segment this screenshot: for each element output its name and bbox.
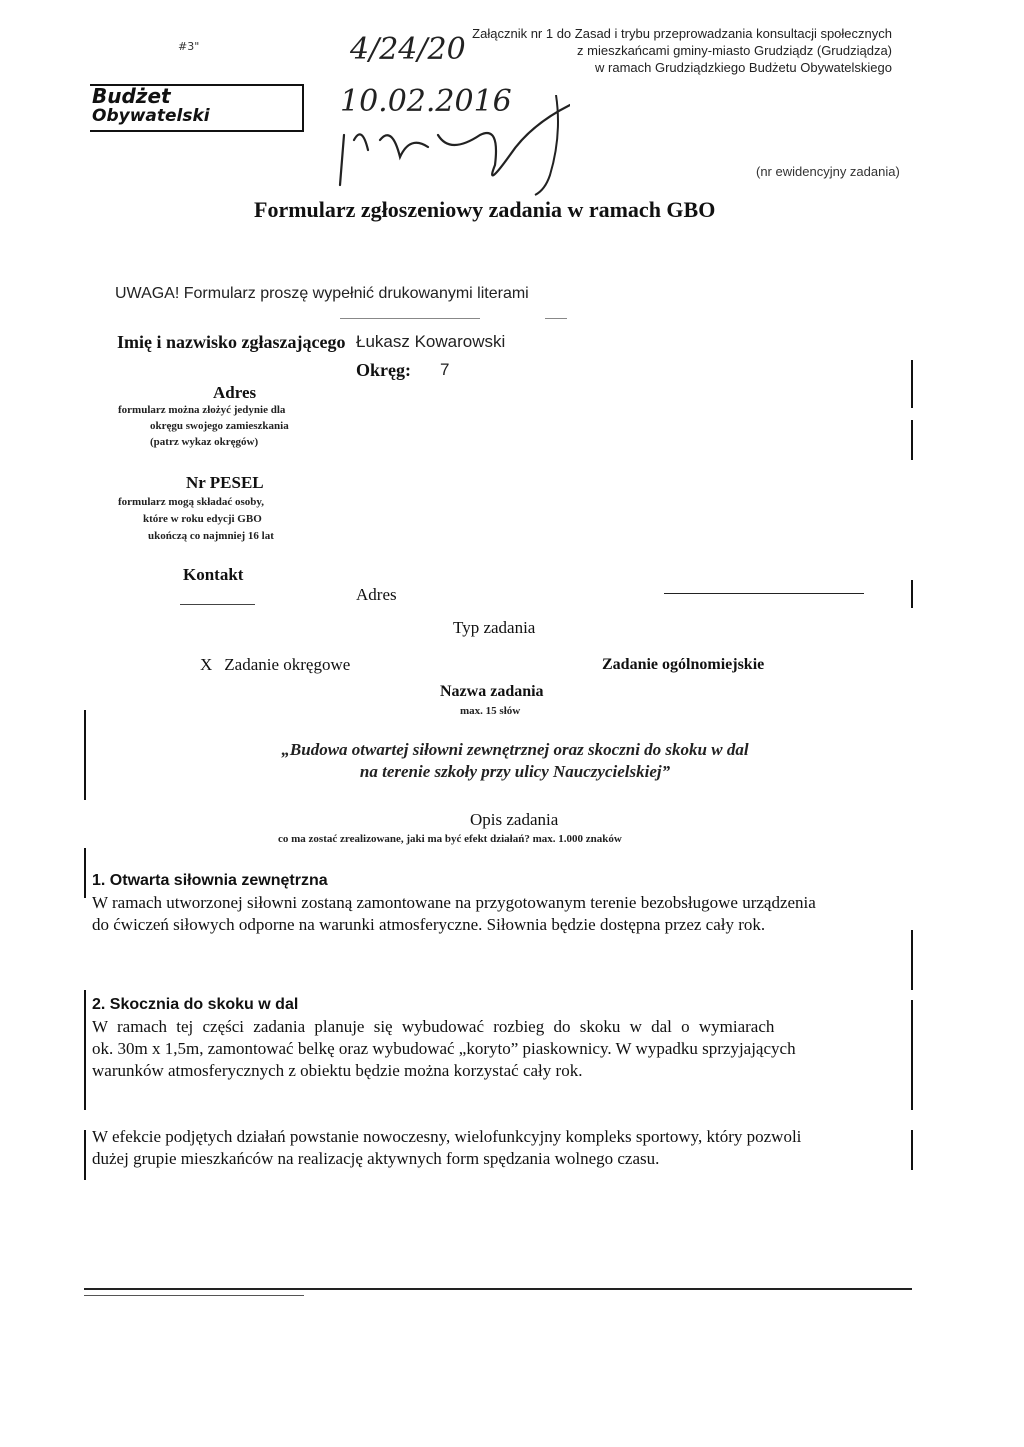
divider (545, 318, 567, 319)
field-border (911, 1130, 913, 1170)
task-name-line: „Budowa otwartej siłowni zewnętrznej oraz skoczni do skoku w dal (281, 740, 749, 759)
handwritten-date: 10.02.2016 (340, 84, 512, 119)
field-border (84, 1130, 86, 1180)
evidence-number-label: (nr ewidencyjny zadania) (756, 164, 900, 179)
address-label: Adres (213, 383, 257, 402)
annex-line: Załącznik nr 1 do Zasad i trybu przeprowadzania konsultacji społecznych (472, 26, 892, 41)
field-border (84, 710, 86, 800)
field-border (911, 420, 913, 460)
address-note: formularz można złożyć jedynie dla (118, 404, 286, 416)
logo-line-2: Obywatelski (92, 106, 210, 126)
form-title: Formularz zgłoszeniowy zadania w ramach GBO (254, 197, 716, 222)
district-label: Okręg: (356, 360, 411, 380)
annex-line: w ramach Grudziądzkiego Budżetu Obywatelskiego (595, 60, 892, 75)
annex-line: z mieszkańcami gminy-miasto Grudziądz (Grudziądza) (577, 43, 892, 58)
pesel-label: Nr PESEL (186, 473, 264, 492)
section-2-line: ok. 30m x 1,5m, zamontować belkę oraz wybudować „koryto” piaskownicy. W wypadku sprzyjających (92, 1039, 796, 1058)
description-summary (92, 1126, 801, 1170)
handwritten-number: 4/24/20 (350, 32, 466, 67)
section-2-line: warunków atmosferycznych z obiektu będzie można korzystać cały rok. (92, 1061, 583, 1080)
task-type-city-option[interactable] (602, 656, 764, 674)
task-name-label: Nazwa zadania (440, 683, 544, 700)
contact-address-label: Adres (356, 585, 397, 604)
field-border (84, 848, 86, 898)
pesel-note: ukończą co najmniej 16 lat (148, 530, 274, 542)
divider (664, 593, 864, 594)
field-border (911, 360, 913, 408)
district-field[interactable]: 7 (440, 360, 450, 379)
task-type-district-option[interactable] (200, 655, 350, 675)
section-1-title: 1. Otwarta siłownia zewnętrzna (92, 872, 328, 889)
corner-mark: #3" (178, 40, 200, 53)
task-name-note: max. 15 słów (460, 705, 521, 717)
logo-line-1: Budżet (92, 84, 171, 108)
task-name-line: na terenie szkoły przy ulicy Nauczycielskiej” (359, 762, 671, 781)
summary-line: W efekcie podjętych działań powstanie nowoczesny, wielofunkcyjny kompleks sportowy, który pozwoli (92, 1127, 802, 1146)
name-field[interactable]: Łukasz Kowarowski (356, 332, 506, 351)
description-section-1 (92, 870, 816, 936)
field-border (84, 990, 86, 1110)
fill-notice: UWAGA! Formularz proszę wypełnić drukowanymi literami (115, 285, 529, 302)
divider (180, 604, 255, 605)
field-border (911, 930, 913, 990)
field-border (911, 1000, 913, 1110)
section-1-line: do ćwiczeń siłowych odporne na warunki atmosferyczne. Siłownia będzie dostępna przez cały rok. (92, 915, 766, 934)
description-label: Opis zadania (470, 810, 559, 829)
field-border (911, 580, 913, 608)
district-option-mark: X (200, 655, 213, 674)
description-section-2 (92, 994, 796, 1082)
description-note: co ma zostać zrealizowane, jaki ma być efekt działań? max. 1.000 znaków (278, 833, 622, 845)
divider (340, 318, 480, 319)
section-2-title: 2. Skocznia do skoku w dal (92, 996, 299, 1013)
summary-line: dużej grupie mieszkańców na realizację aktywnych form spędzania wolnego czasu. (92, 1149, 660, 1168)
task-type-label: Typ zadania (453, 618, 536, 637)
city-option-label: Zadanie ogólnomiejskie (602, 656, 765, 673)
pesel-note: które w roku edycji GBO (143, 513, 262, 525)
section-1-line: W ramach utworzonej siłowni zostaną zamontowane na przygotowanym terenie bezobsługowe urządzenia (92, 893, 816, 912)
address-note: okręgu swojego zamieszkania (150, 420, 289, 432)
section-2-line: W ramach tej części zadania planuje się wybudować rozbieg do skoku w dal o wymiarach (92, 1017, 775, 1036)
name-label: Imię i nazwisko zgłaszającego (117, 332, 346, 352)
annex-note (470, 25, 892, 76)
district-option-label: Zadanie okręgowe (224, 655, 351, 674)
contact-label: Kontakt (183, 565, 244, 584)
form-bottom-border (84, 1295, 304, 1296)
task-name-field[interactable] (120, 740, 910, 782)
address-note: (patrz wykaz okręgów) (150, 436, 259, 448)
form-bottom-border (84, 1288, 912, 1290)
handwritten-signature (330, 95, 570, 205)
pesel-note: formularz mogą składać osoby, (118, 496, 265, 508)
